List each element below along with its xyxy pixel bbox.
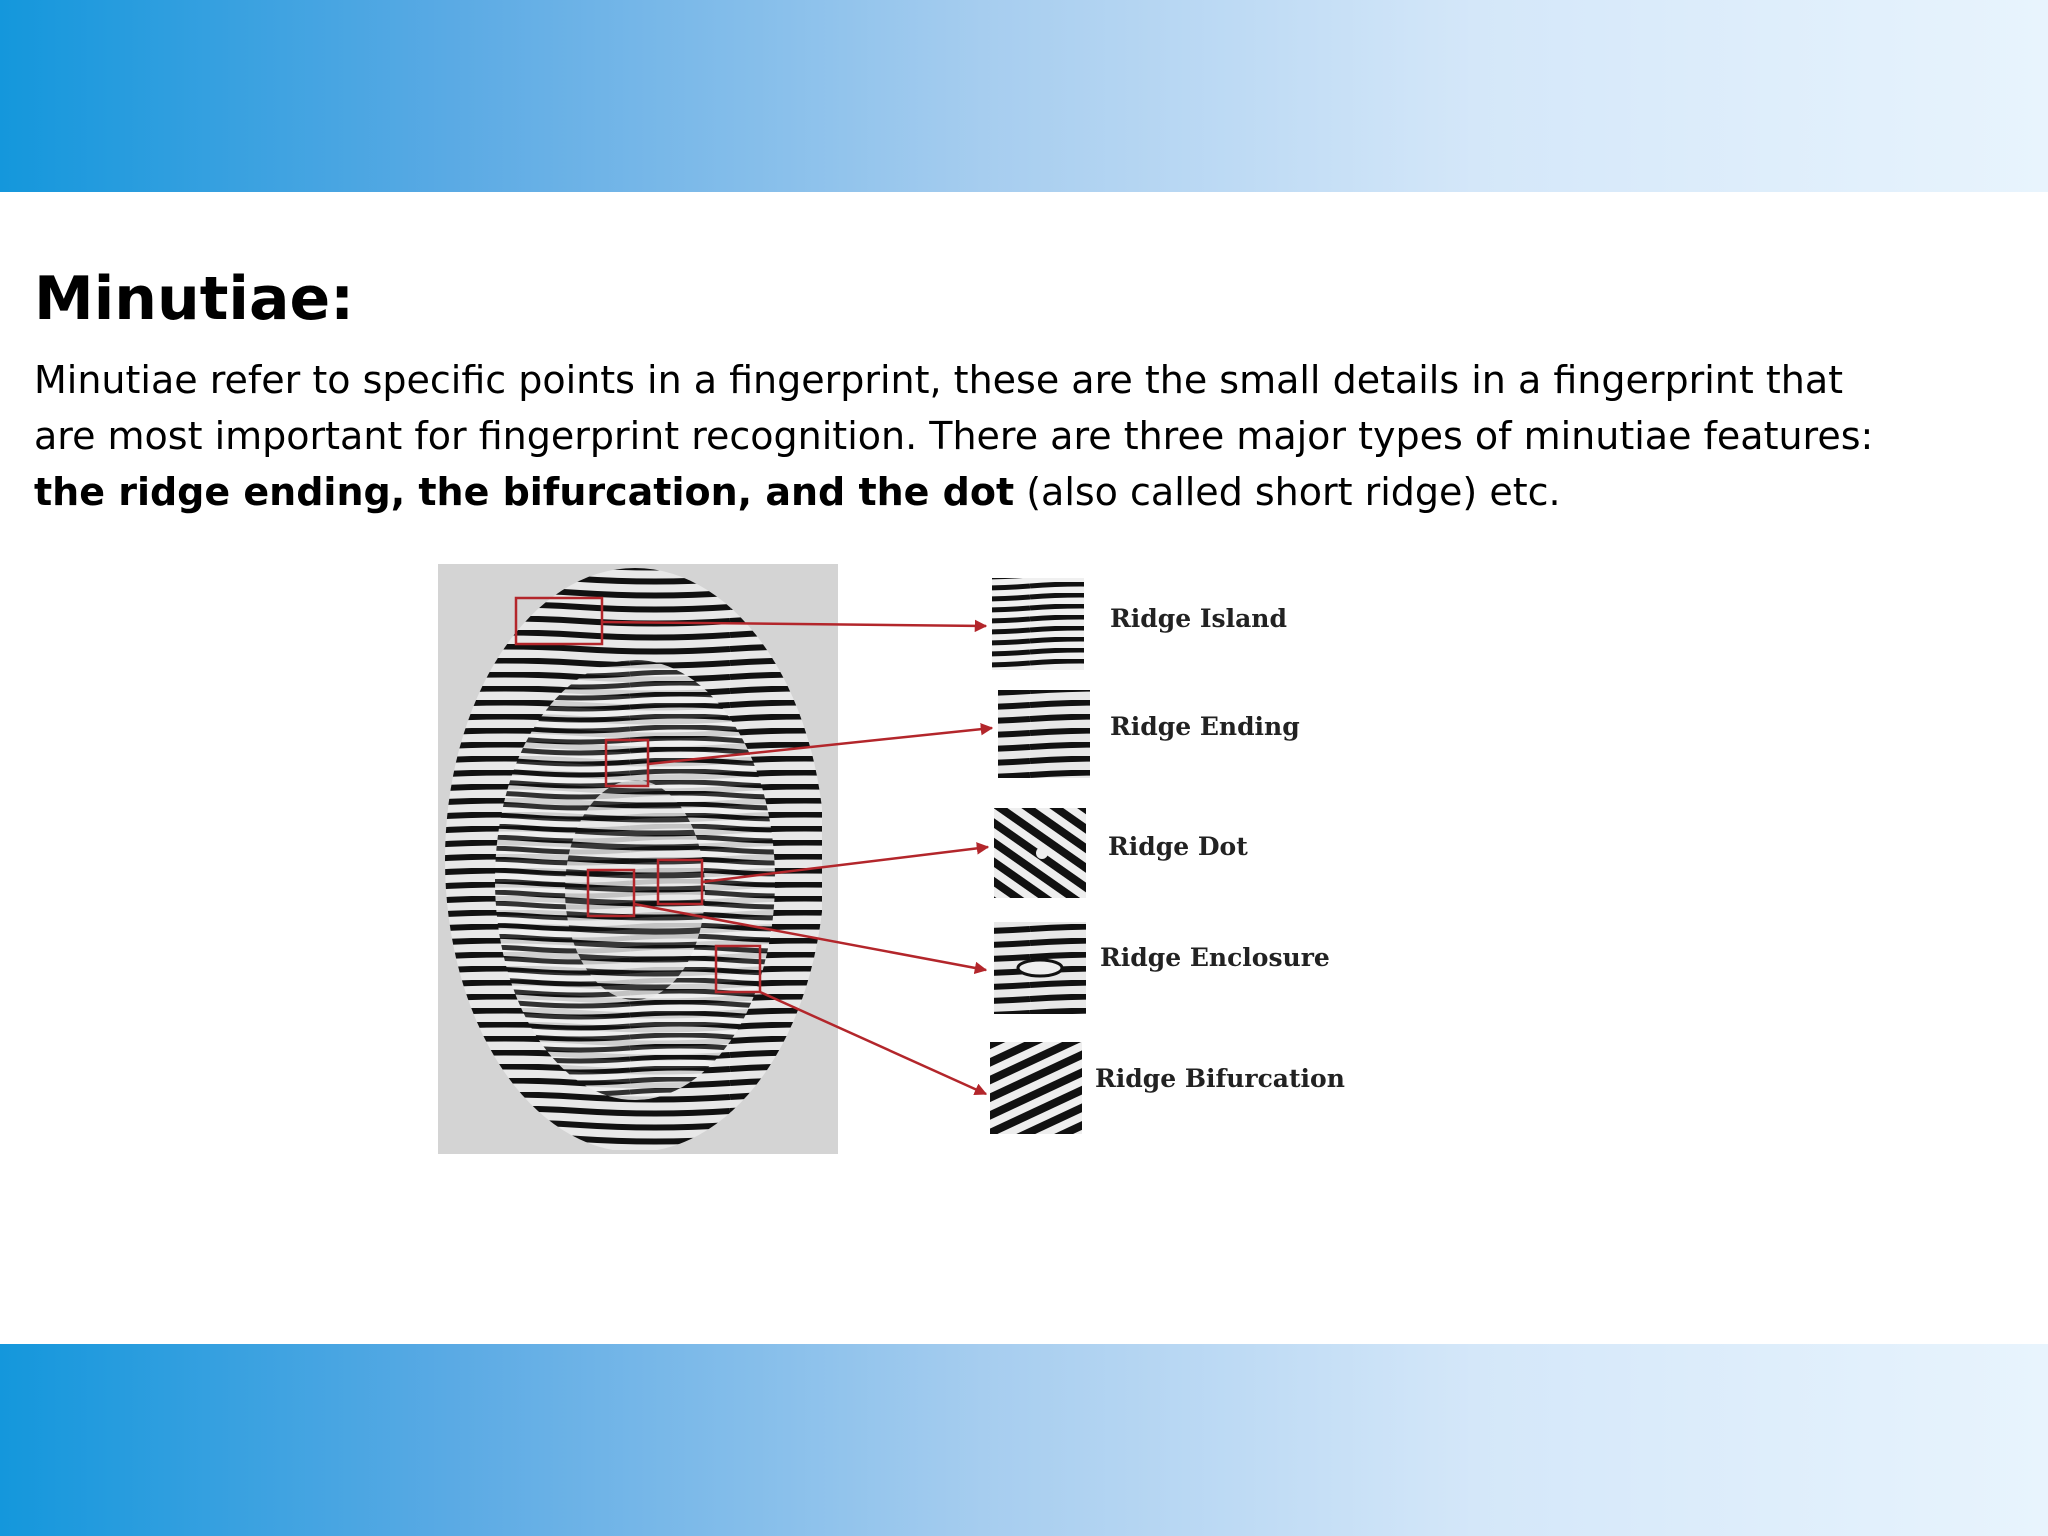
label-ridge-ending: Ridge Ending: [1110, 712, 1300, 741]
thumbnail-dot: [994, 808, 1086, 898]
body-normal-text: (also called short ridge) etc.: [1014, 470, 1561, 514]
slide-title: Minutiae:: [34, 264, 355, 334]
label-ridge-bifurcation: Ridge Bifurcation: [1095, 1064, 1345, 1093]
label-ridge-island: Ridge Island: [1110, 604, 1287, 633]
top-gradient-band: [0, 0, 2048, 192]
fingerprint-image: [438, 564, 838, 1154]
body-line-1: Minutiae refer to specific points in a fingerprint, these are the small details in a fingerprint that: [34, 358, 1844, 402]
body-line-2: are most important for fingerprint recognition. There are three major types of minutiae features:: [34, 414, 1874, 458]
thumbnail-ending: [998, 690, 1090, 778]
body-bold-text: the ridge ending, the bifurcation, and the dot: [34, 470, 1015, 514]
body-line-3: [34, 464, 1974, 520]
thumbnail-enclosure: [994, 922, 1086, 1014]
label-ridge-dot: Ridge Dot: [1108, 832, 1248, 861]
body-paragraph: [34, 352, 1974, 520]
thumbnail-bifurcation: [990, 1042, 1082, 1134]
minutiae-figure: [430, 560, 1345, 1160]
thumbnail-island: [992, 578, 1084, 670]
label-ridge-enclosure: Ridge Enclosure: [1100, 943, 1330, 972]
bottom-gradient-band: [0, 1344, 2048, 1536]
